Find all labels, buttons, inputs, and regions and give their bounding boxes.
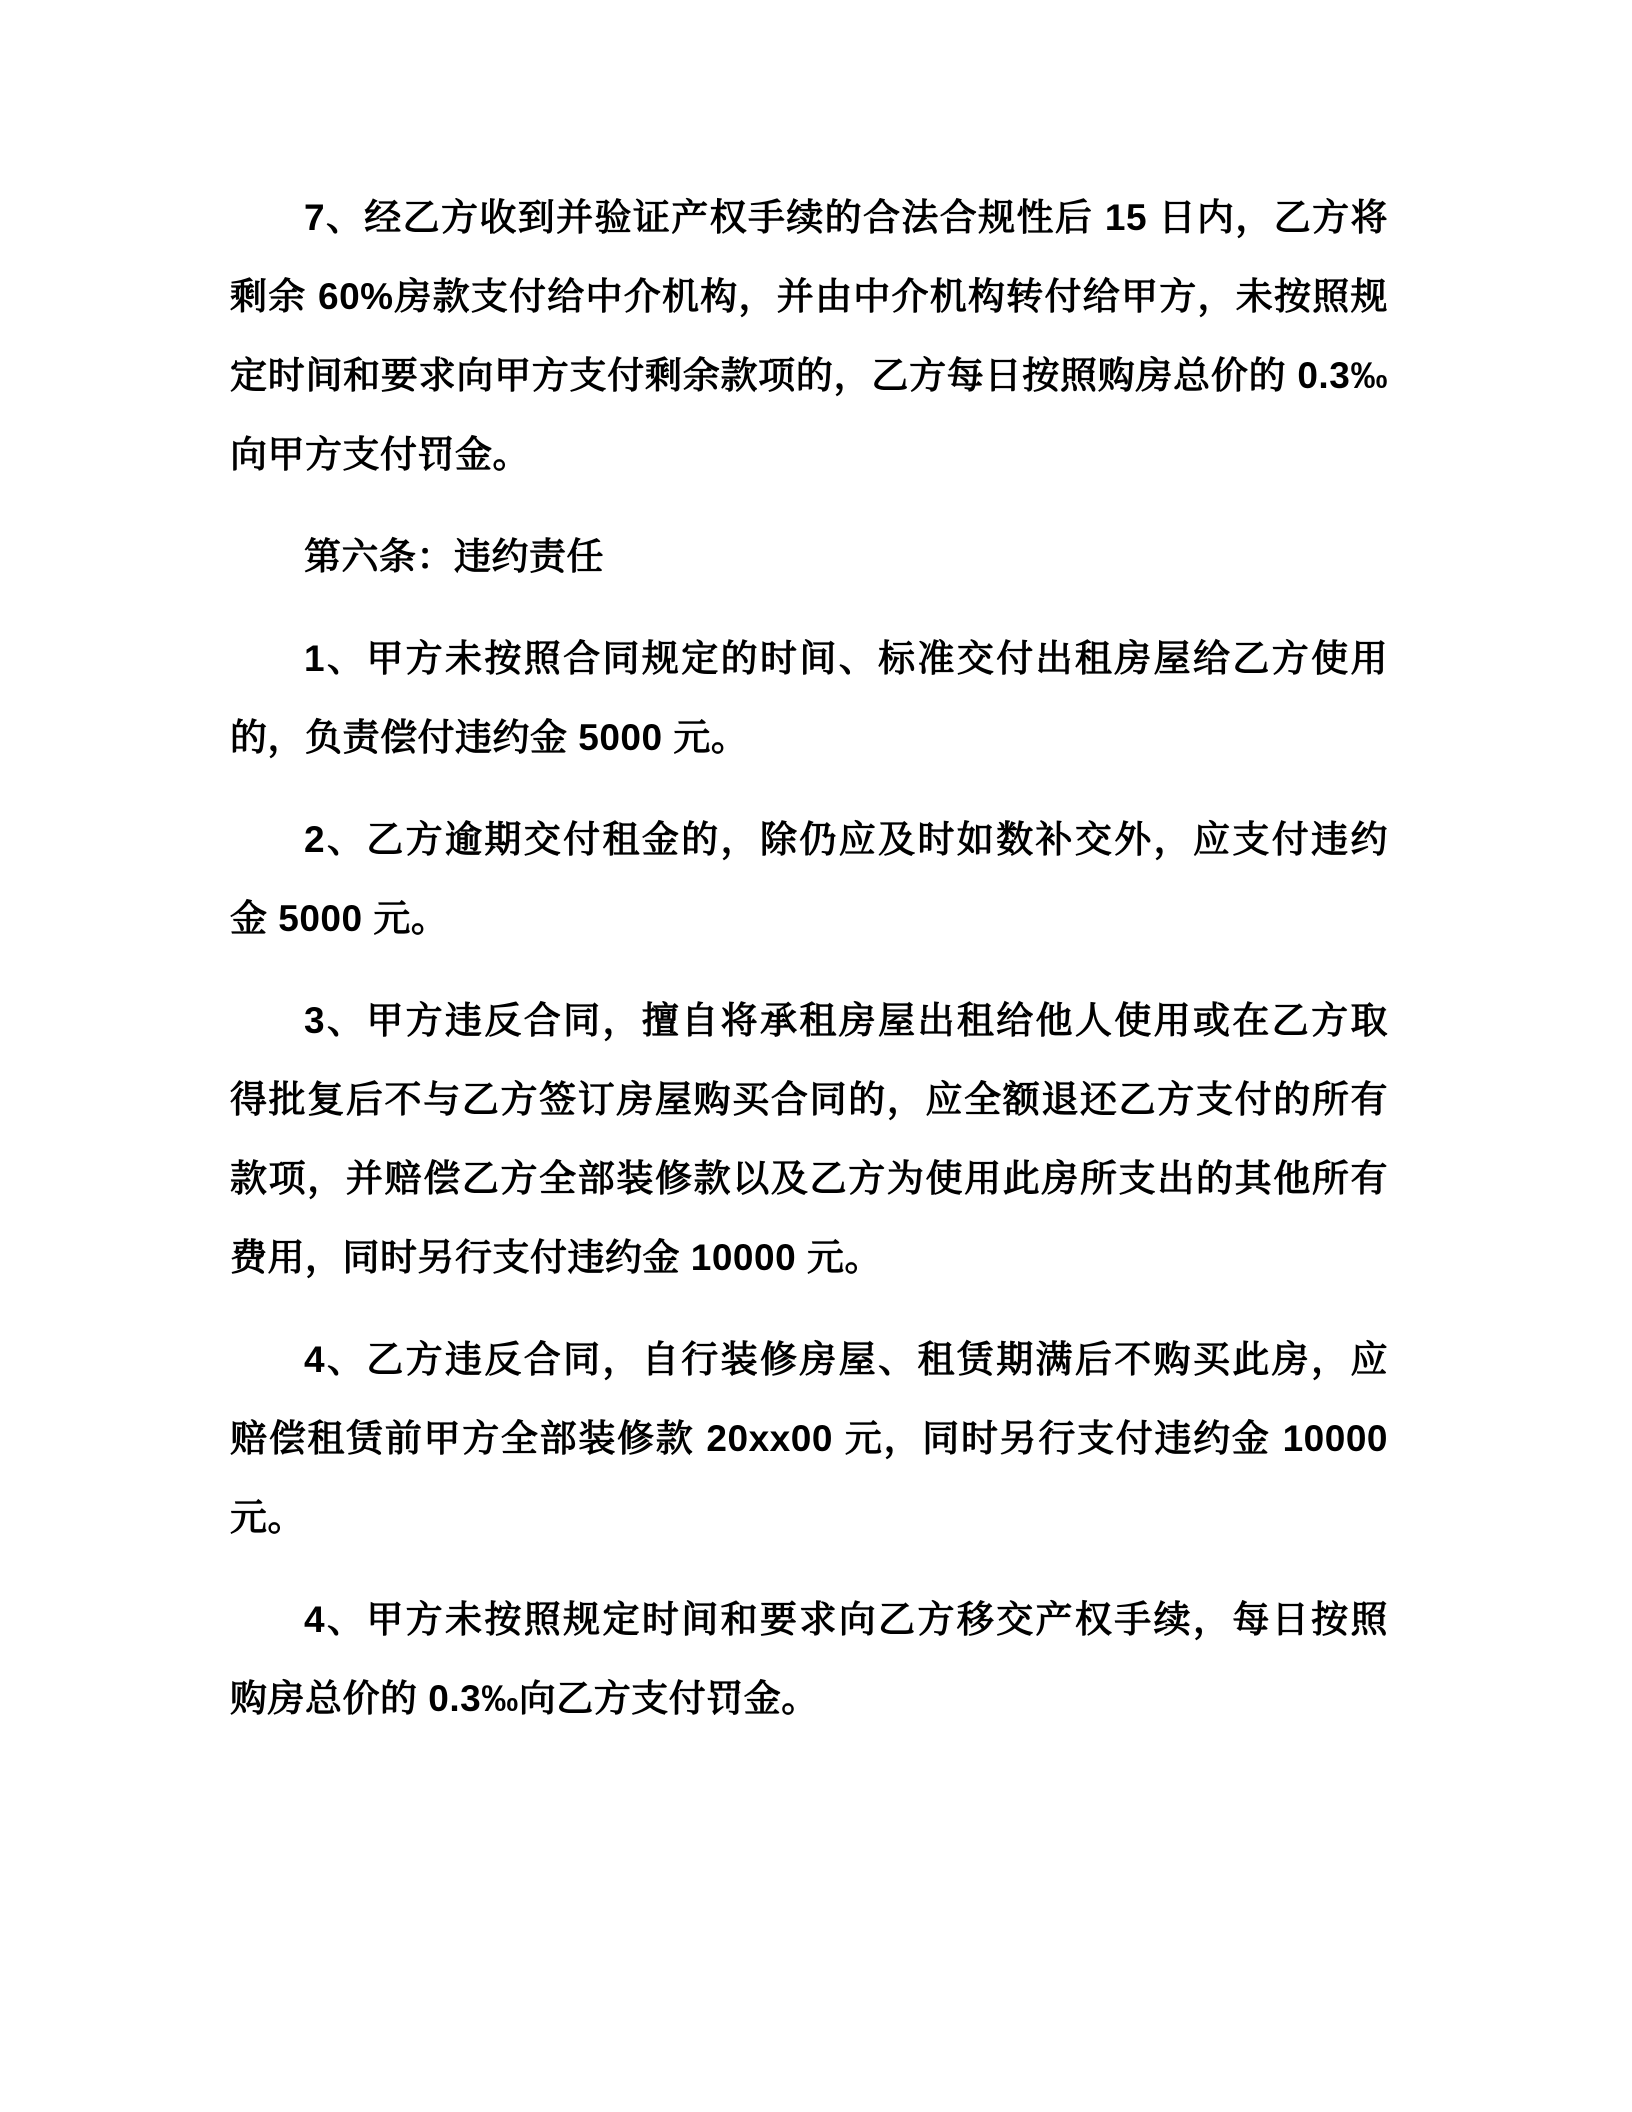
text-line: 费用，同时另行支付违约金 10000 元。 <box>230 1237 882 1278</box>
text-line: 2、乙方逾期交付租金的，除仍应及时如数补交外，应支付违约 <box>304 819 1388 860</box>
breach-clause-4-paragraph <box>230 1320 1388 1557</box>
breach-clause-1-paragraph <box>230 619 1388 777</box>
text-line: 4、甲方未按照规定时间和要求向乙方移交产权手续，每日按照 <box>304 1599 1388 1640</box>
text-line: 赔偿租赁前甲方全部装修款 20xx00 元，同时另行支付违约金 10000 <box>230 1418 1388 1459</box>
text-line: 向甲方支付罚金。 <box>230 434 530 475</box>
text-line: 定时间和要求向甲方支付剩余款项的，乙方每日按照购房总价的 0.3‰ <box>230 355 1388 396</box>
text-line: 剩余 60%房款支付给中介机构，并由中介机构转付给甲方，未按照规 <box>230 276 1388 317</box>
text-line: 3、甲方违反合同，擅自将承租房屋出租给他人使用或在乙方取 <box>304 1000 1388 1041</box>
text-line: 款项，并赔偿乙方全部装修款以及乙方为使用此房所支出的其他所有 <box>230 1158 1388 1199</box>
section-heading-line: 第六条：违约责任 <box>304 536 604 577</box>
clause-7-payment-paragraph <box>230 178 1388 494</box>
text-line: 元。 <box>230 1497 305 1538</box>
text-line: 金 5000 元。 <box>230 898 449 939</box>
text-line: 得批复后不与乙方签订房屋购买合同的，应全额退还乙方支付的所有 <box>230 1079 1388 1120</box>
text-line: 7、经乙方收到并验证产权手续的合法合规性后 15 日内，乙方将 <box>304 197 1388 238</box>
breach-clause-4b-paragraph <box>230 1580 1388 1738</box>
text-line: 的，负责偿付违约金 5000 元。 <box>230 717 749 758</box>
breach-clause-2-paragraph <box>230 800 1388 958</box>
text-line: 4、乙方违反合同，自行装修房屋、租赁期满后不购买此房，应 <box>304 1339 1388 1380</box>
breach-clause-3-paragraph <box>230 981 1388 1297</box>
text-line: 购房总价的 0.3‰向乙方支付罚金。 <box>230 1678 819 1719</box>
text-line: 1、甲方未按照合同规定的时间、标准交付出租房屋给乙方使用 <box>304 638 1388 679</box>
article-6-heading <box>230 517 1388 596</box>
